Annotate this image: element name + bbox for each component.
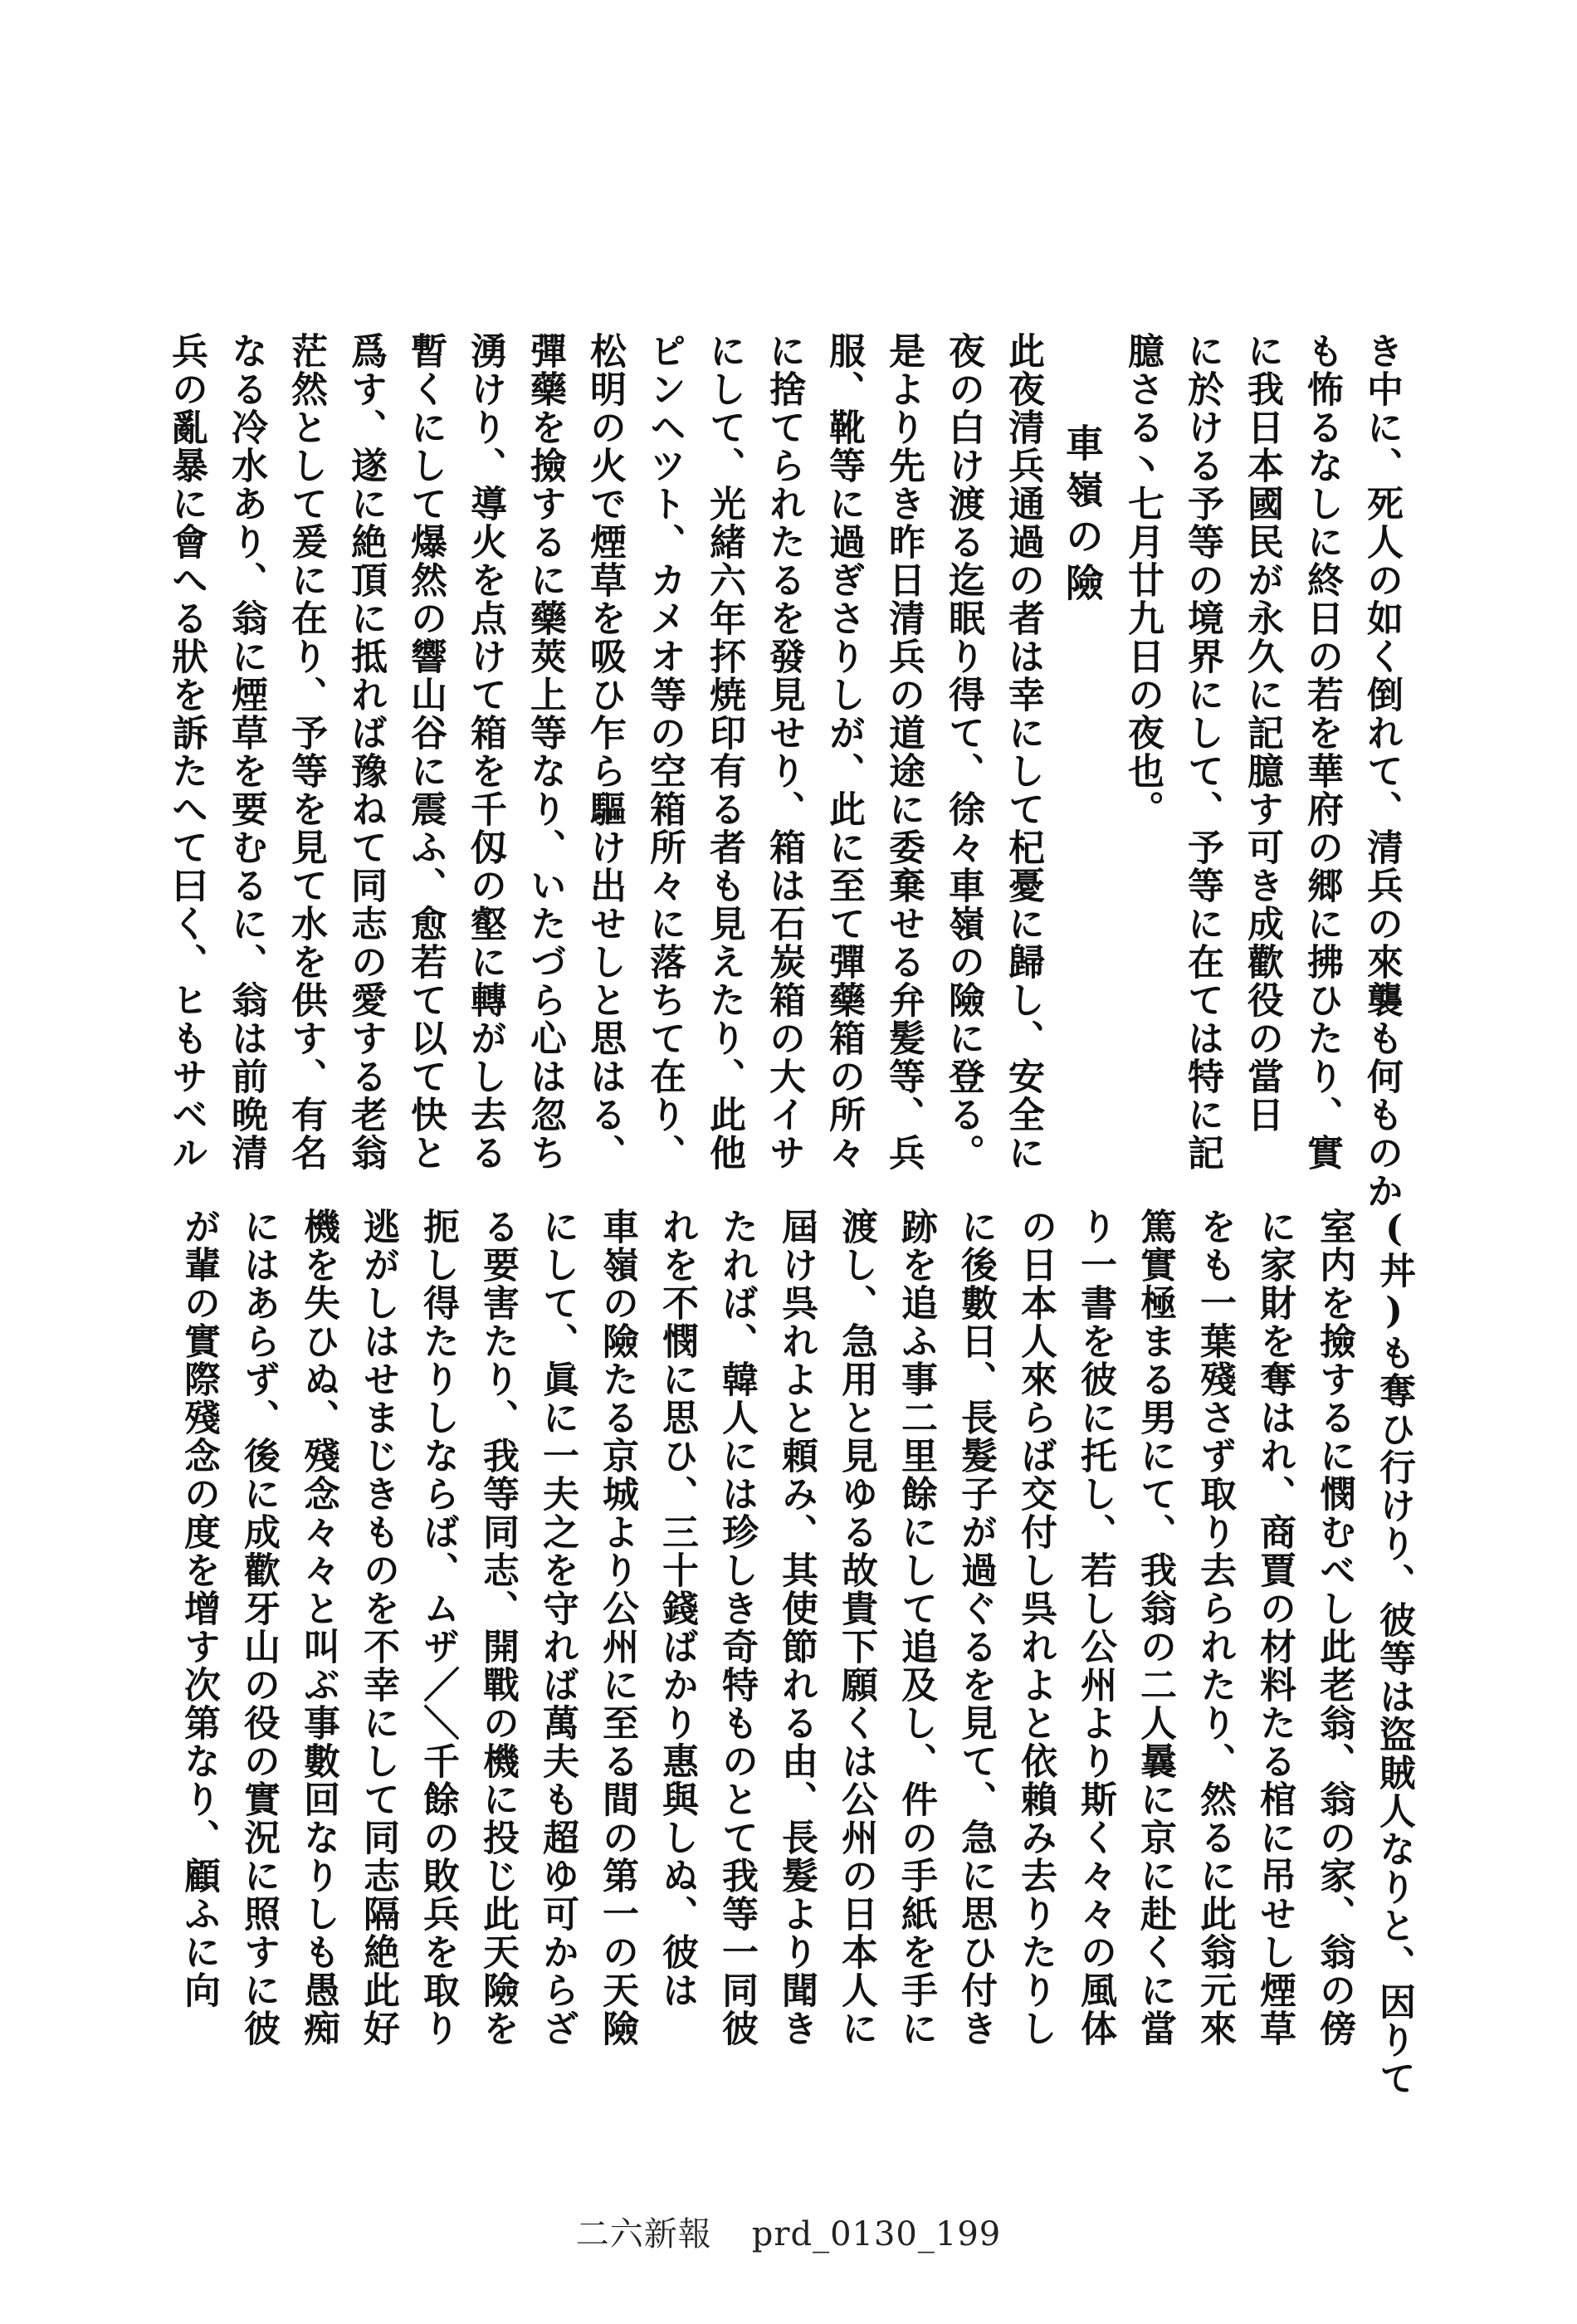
text-block-lower (162, 1208, 1423, 2097)
text-column: にして、眞に一夫之を守れば萬夫も超ゆ可からざ (536, 1208, 579, 2048)
text-column: 篤實極まる男にて、我翁の二人曩に京に赴くに當 (1134, 1208, 1176, 2048)
text-column: 機を失ひぬ、殘念々々と叫ぶ事數回なりしも愚痴 (297, 1208, 339, 2048)
text-column: も怖るなしに終日の若を華府の郷に拂ひたり、實 (1301, 332, 1343, 1172)
text-column: なる冷水あり、翁に煙草を要むるに、翁は前晩清 (225, 332, 267, 1172)
page-id: prd_0130_199 (751, 2215, 1002, 2253)
text-column: り一書を彼に托し、若し公州より斯く々々の風体 (1074, 1208, 1116, 2048)
text-column: れを不憫に思ひ、三十錢ばかり惠與しぬ、彼は (656, 1208, 698, 2009)
text-block-upper (165, 332, 1411, 1210)
text-column: 湧けり、導火を点けて箱を千仭の壑に轉がし去る (464, 332, 506, 1172)
text-column: 兵の亂暴に會へる狀を訴たへて曰く、ヒもサベル (165, 332, 208, 1172)
text-column: 茫然として爰に在り、予等を見て水を供す、有名 (285, 332, 327, 1172)
text-column: 臆さる丶七月廿九日の夜也。 (1121, 332, 1164, 828)
text-column: に捨てられたるを發見せり、箱は石炭箱の大イサ (763, 332, 805, 1172)
text-column: たれば、韓人には珍しき奇特ものとて我等一同彼 (715, 1208, 758, 2048)
text-column: 逃がしはせまじきものを不幸にして同志隔絶此好 (357, 1208, 399, 2048)
text-column: に後數日、長髮子が過ぐるを見て、急に思ひ付き (954, 1208, 997, 2048)
text-column: に於ける予等の境界にして、予等に在ては特に記 (1181, 332, 1223, 1172)
text-column: き中に、死人の如く倒れて、清兵の來襲も何ものか (1360, 332, 1403, 1210)
text-column: 服、靴等に過ぎさりしが、此に至て彈藥箱の所々 (823, 332, 865, 1172)
text-column: 暫くにして爆然の響山谷に震ふ、愈若て以て快と (404, 332, 447, 1172)
text-column: に我日本國民が永久に記臆す可き成歡役の當日 (1241, 332, 1283, 1134)
text-column: 彈藥を撿するに藥莢上等なり、いたづら心は忽ち (524, 332, 566, 1172)
text-column: に家財を奪はれ、商賈の材料たる棺に吊せし煙草 (1253, 1208, 1296, 2048)
text-column: ピンヘツト、カメオ等の空箱所々に落ちて在り、 (643, 332, 686, 1172)
section-heading: 車嶺の險 (1060, 423, 1105, 609)
text-column: 夜の白け渡る迄眠り得て、徐々車嶺の險に登る。 (942, 332, 984, 1172)
text-column: (丼)も奪ひ行けり、彼等は盜賊人なりと、因りて (1373, 1208, 1415, 2097)
text-column: にして、光緒六年抔焼印有る者も見えたり、此他 (703, 332, 745, 1172)
text-column: 跡を追ふ事二里餘にして追及し、件の手紙を手に (895, 1208, 937, 2048)
text-column: が輩の實際殘念の度を增す次第なり、顧ふに向 (178, 1208, 220, 2009)
text-column: 松明の火で煙草を吸ひ乍ら驅け出せしと思はる、 (583, 332, 626, 1172)
text-column: 是より先き昨日清兵の道途に委棄せる弁髪等、兵 (882, 332, 925, 1172)
text-column: の日本人來らば交付し呉れよと依賴み去りたりし (1014, 1208, 1057, 2048)
text-column: る要害たり、我等同志、開戰の機に投じ此天險を (476, 1208, 519, 2048)
text-column: 室内を撿するに憫むべし此老翁、翁の家、翁の傍 (1313, 1208, 1355, 2048)
page-footer (0, 2208, 1577, 2255)
text-column: 渡し、急用と見ゆる故貴下願くは公州の日本人に (835, 1208, 877, 2048)
text-column: 車嶺の險たる京城より公州に至る間の第一の天險 (596, 1208, 638, 2048)
text-column: 爲す、遂に絶頂に抵れば豫ねて同志の愛する老翁 (344, 332, 387, 1172)
text-column: にはあらず、後に成歡牙山の役の實況に照すに彼 (237, 1208, 280, 2048)
text-column: をも一葉殘さず取り去られたり、然るに此翁元來 (1194, 1208, 1236, 2048)
text-column: 屆け呉れよと頼み、其使節れる由、長髮より聞き (775, 1208, 818, 2048)
text-column: 扼し得たりしならば、ムザ／＼千餘の敗兵を取り (417, 1208, 459, 2048)
text-column: 此夜清兵通過の者は幸にして杞憂に歸し、安全に (1002, 332, 1044, 1172)
publication-name: 二六新報 (575, 2215, 712, 2253)
